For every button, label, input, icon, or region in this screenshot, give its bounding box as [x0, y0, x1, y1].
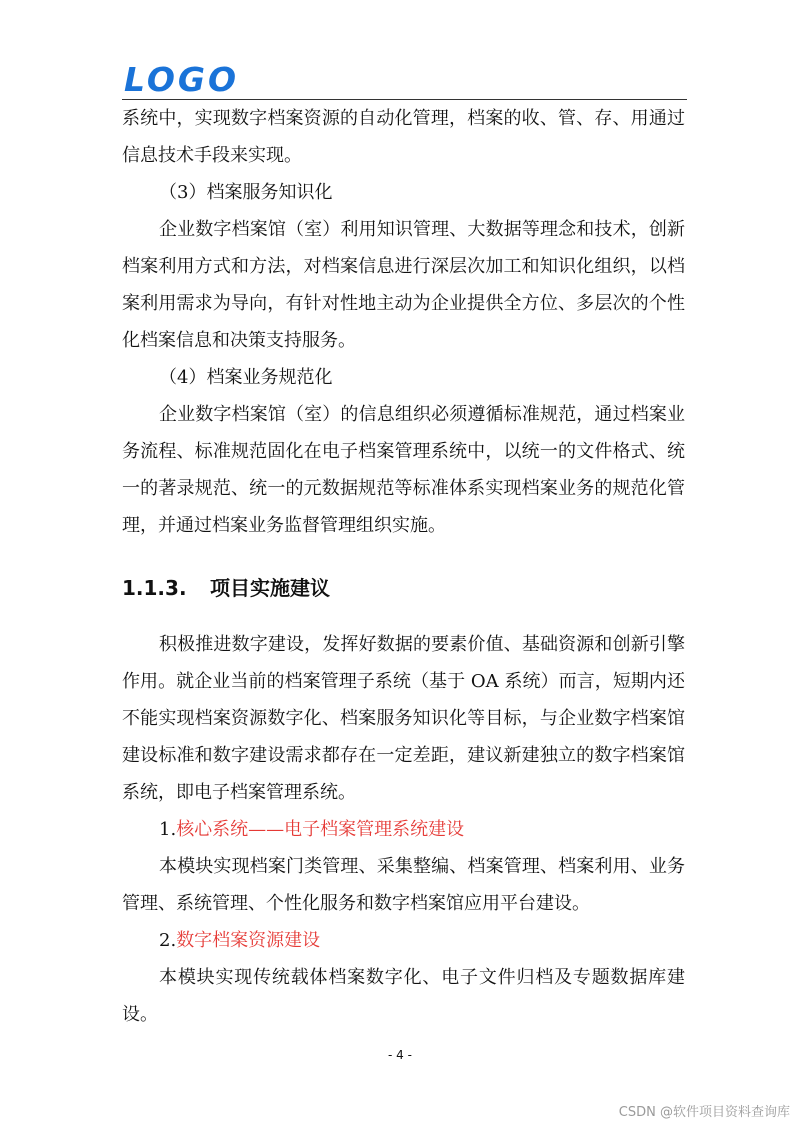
item-4-text: 企业数字档案馆（室）的信息组织必须遵循标准规范，通过档案业务流程、标准规范固化在电子档案管理系统中，以统一的文件格式、统一的著录规范、统一的元数据规范等标准体系实现档案业务的规范化管理，并通过档案业务监督管理组织实施。 [122, 404, 685, 536]
item-3-text: 企业数字档案馆（室）利用知识管理、大数据等理念和技术，创新档案利用方式和方法，对档案信息进行深层次加工和知识化组织，以档案利用需求为导向，有针对性地主动为企业提供全方位、多层次的个性化档案信息和决策支持服务。 [122, 219, 685, 351]
list-item-2-text: 本模块实现传统载体档案数字化、电子文件归档及专题数据库建设。 [122, 967, 685, 1025]
section-paragraph: 积极推进数字建设，发挥好数据的要素价值、基础资源和创新引擎作用。就企业当前的档案管理子系统（基于 OA 系统）而言，短期内还不能实现档案资源数字化、档案服务知识化等目标，与企业数字档案馆建设标准和数字建设需求都存在一定差距，建议新建独立的数字档案馆系统，即电子档案管理系统。 [122, 634, 685, 803]
paragraph-continuation: 系统中，实现数字档案资源的自动化管理，档案的收、管、存、用通过信息技术手段来实现。 [122, 108, 685, 166]
section-title: 项目实施建议 [210, 576, 330, 600]
list-item-2-title [122, 922, 685, 959]
section-number: 1.1.3. [122, 576, 187, 600]
section-heading [122, 570, 685, 606]
list-item-1-heading: 核心系统——电子档案管理系统建设 [176, 819, 465, 840]
item-3-title: （3）档案服务知识化 [159, 182, 333, 203]
list-item-1-title [122, 811, 685, 848]
document-body [122, 100, 685, 1033]
watermark: CSDN @软件项目资料查询库 [618, 1105, 790, 1120]
item-4-title: （4）档案业务规范化 [159, 367, 333, 388]
list-item-1-text: 本模块实现档案门类管理、采集整编、档案管理、档案利用、业务管理、系统管理、个性化服务和数字档案馆应用平台建设。 [122, 856, 685, 914]
list-item-2-heading: 数字档案资源建设 [176, 930, 321, 951]
list-item-1-number: 1. [159, 819, 177, 840]
page-number: - 4 - [388, 1048, 412, 1062]
logo: LOGO [124, 60, 240, 99]
list-item-2-number: 2. [159, 930, 177, 951]
